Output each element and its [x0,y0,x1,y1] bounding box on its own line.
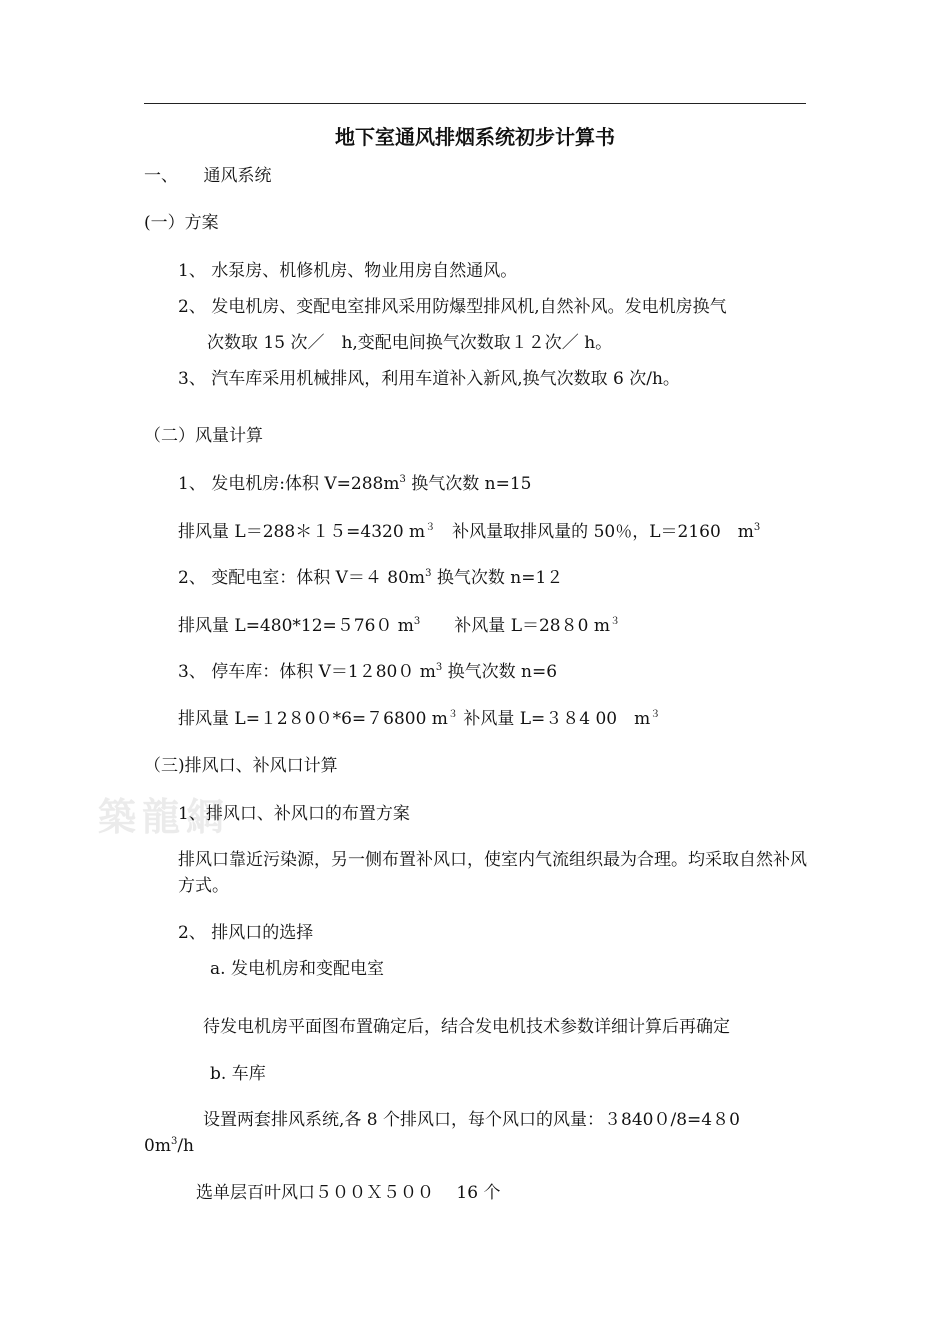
scheme-item-2-line-2: 次数取 15 次／ h,变配电间换气次数取１２次／ h。 [207,333,613,353]
calc-generator-room: 1、 发电机房:体积 $V=288m^3$ 换气次数 n=15 [178,474,532,494]
subsection-vent-openings: （三)排风口、补风口计算 [144,756,338,776]
openings-item-2: 2、 排风口的选择 [178,923,314,943]
openings-selection: 选单层百叶风口５００Ｘ５００ 16 个 [196,1183,501,1203]
calc-garage: 3、 停车库：体积 V＝1２80０ $m^3$ 换气次数 n=6 [178,662,558,682]
openings-item-1: 1、排风口、补风口的布置方案 [178,804,410,824]
openings-sub-b-text-line-2: $0m^3/h$ [144,1136,194,1156]
calc-substation-result: 排风量 L=480*12=５76０ $m^3$ 补风量 L＝28８0 $m^3$ [178,616,620,636]
header-rule [144,103,806,104]
scheme-item-3: 3、 汽车库采用机械排风，利用车道补入新风,换气次数取 6 次/h。 [178,369,680,389]
openings-sub-b-text-line-1: 设置两套排风系统,各 8 个排风口，每个风口的风量：３840０/8=4８0 [203,1110,740,1130]
calc-substation: 2、 变配电室：体积 V＝４ $80m^3$ 换气次数 n=1２ [178,568,564,588]
subsection-scheme: (一）方案 [144,213,219,233]
doc-title: 地下室通风排烟系统初步计算书 [335,125,615,149]
subsection-airflow-calc: （二）风量计算 [144,426,263,446]
openings-sub-a: a. 发电机房和变配电室 [210,959,384,979]
openings-layout-paragraph: 排风口靠近污染源，另一侧布置补风口，使室内气流组织最为合理。均采取自然补风方式。 [178,850,807,896]
section-heading-ventilation: 一、 通风系统 [144,166,272,186]
watermark-logo: 築龍網 [98,794,231,839]
openings-sub-b: b. 车库 [210,1064,266,1084]
scheme-item-2-line-1: 2、 发电机房、变配电室排风采用防爆型排风机,自然补风。发电机房换气 [178,297,727,317]
calc-garage-result: 排风量 L=１2８0０*6=７6800 $m^3$ 补风量 L=３８4 00 $m^3$ [178,709,661,729]
calc-generator-result: 排风量 L＝288＊１５=4320 $m^3$ 补风量取排风量的 50％，L＝2160 $m^3$ [178,522,761,542]
scheme-item-1: 1、 水泵房、机修机房、物业用房自然通风。 [178,261,518,281]
openings-sub-a-text: 待发电机房平面图布置确定后，结合发电机技术参数详细计算后再确定 [203,1017,730,1037]
